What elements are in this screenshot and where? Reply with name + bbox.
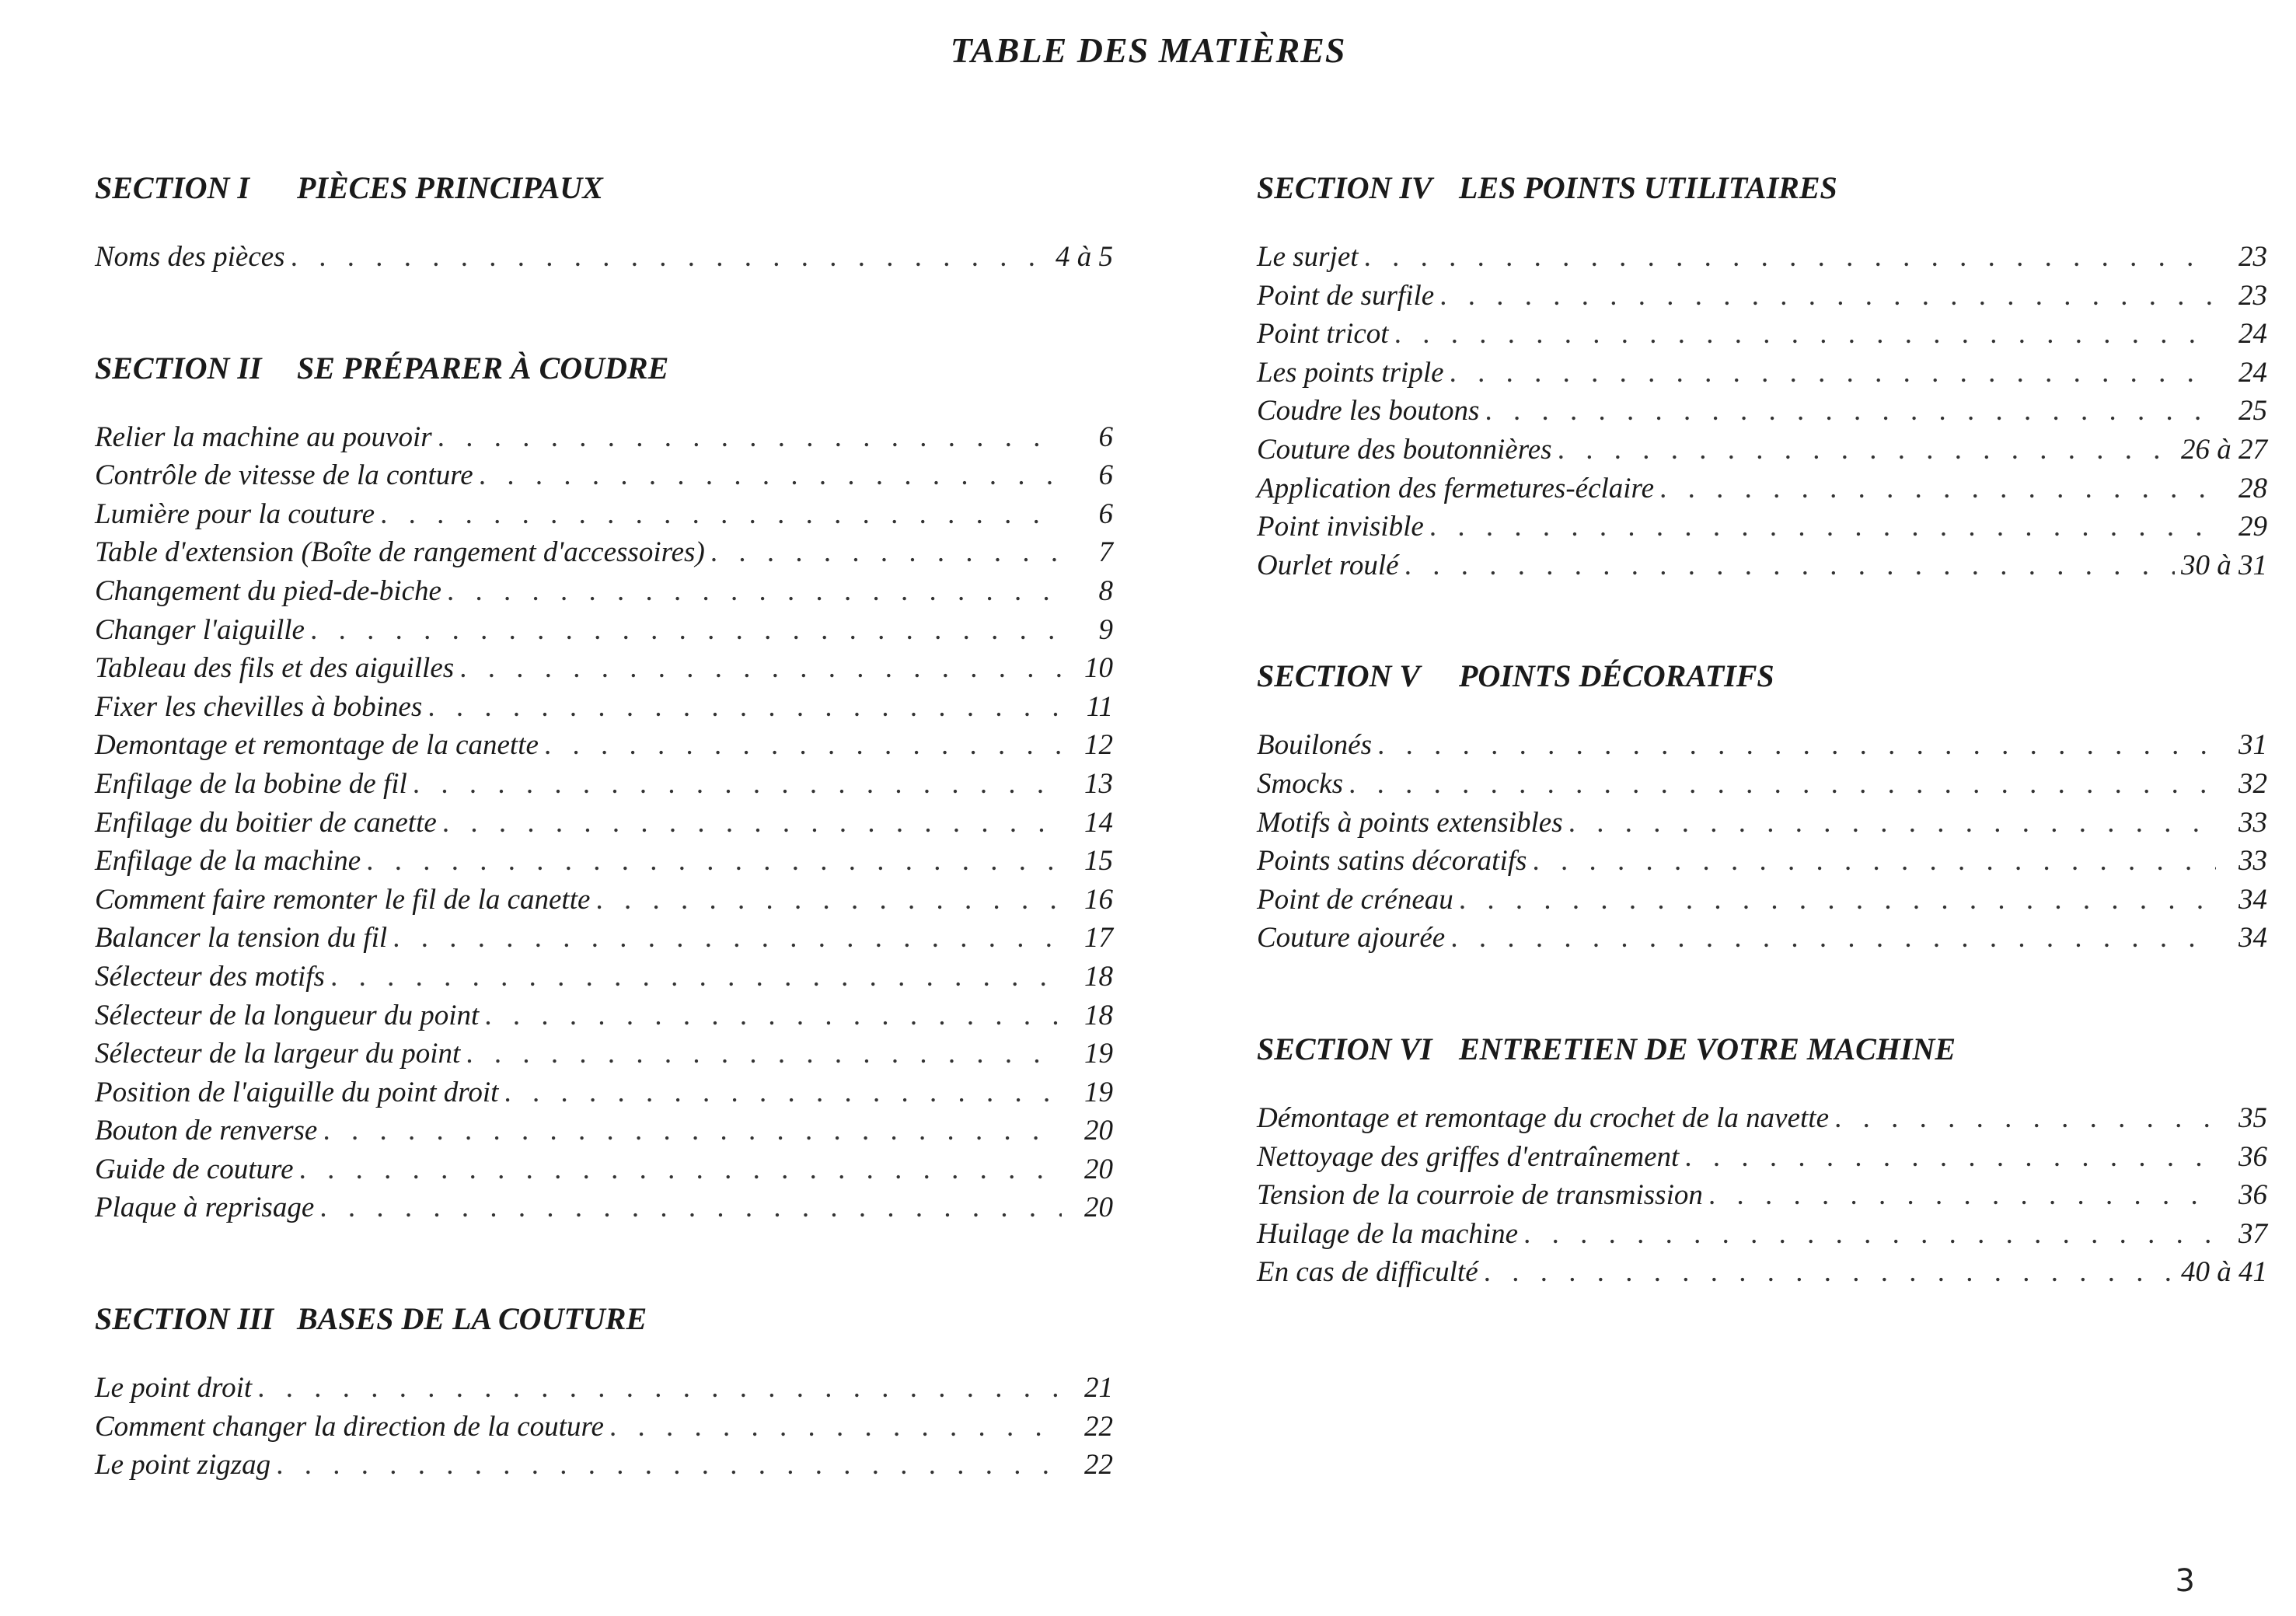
section-heading	[1257, 1026, 2267, 1073]
toc-entry	[95, 1369, 1113, 1408]
entry-page: 33	[2238, 845, 2267, 878]
section-name: ENTRETIEN DE VOTRE MACHINE	[1459, 1031, 1956, 1066]
entry-label: Plaque à reprisage	[95, 1192, 315, 1224]
toc-entry	[95, 1112, 1113, 1150]
dot-leader	[381, 495, 1062, 534]
entry-label: Couture des boutonnières	[1257, 433, 1552, 466]
toc-entry	[95, 1073, 1113, 1112]
toc-entry	[95, 611, 1113, 650]
entry-label: Les points triple	[1257, 356, 1444, 389]
section-name: SE PRÉPARER À COUDRE	[297, 350, 669, 386]
toc-entry	[1257, 765, 2267, 804]
toc-entry	[95, 649, 1113, 688]
entry-label: Couture ajourée	[1257, 922, 1446, 955]
dot-leader	[545, 726, 1062, 765]
entry-label: Comment changer la direction de la couture	[95, 1410, 604, 1443]
dot-leader	[1430, 508, 2216, 546]
entry-page: 37	[2238, 1217, 2267, 1250]
dot-leader	[331, 958, 1062, 996]
entry-page: 9	[1098, 613, 1113, 646]
entry-label: Application des fermetures-éclaire	[1257, 472, 1655, 504]
page-title: TABLE DES MATIÈRES	[950, 30, 1346, 70]
entry-label: Point de surfile	[1257, 279, 1435, 312]
dot-leader	[1395, 315, 2216, 354]
dot-leader	[1405, 546, 2175, 585]
entry-page: 6	[1098, 421, 1113, 453]
entry-page: 20	[1084, 1192, 1113, 1224]
section-number: SECTION II	[95, 350, 262, 386]
entry-page: 17	[1084, 922, 1113, 955]
dot-leader	[466, 1035, 1062, 1073]
section-heading	[1257, 653, 2267, 700]
dot-leader	[1709, 1176, 2216, 1215]
entry-page: 14	[1084, 806, 1113, 839]
entry-page: 31	[2238, 729, 2267, 762]
toc-entry	[95, 1035, 1113, 1073]
toc-entry	[95, 881, 1113, 920]
entry-page: 35	[2238, 1101, 2267, 1134]
entry-page: 28	[2238, 472, 2267, 504]
section-3	[95, 1296, 1113, 1485]
dot-leader	[711, 533, 1062, 572]
toc-entry	[1257, 1099, 2267, 1138]
section-name: POINTS DÉCORATIFS	[1459, 658, 1774, 694]
entry-label: Smocks	[1257, 767, 1343, 800]
entry-label: Nettoyage des griffes d'entraînement	[1257, 1140, 1680, 1173]
entry-label: Huilage de la machine	[1257, 1217, 1518, 1250]
entry-page: 21	[1084, 1372, 1113, 1405]
entry-label: Table d'extension (Boîte de rangement d'accessoires)	[95, 536, 705, 569]
entry-label: Comment faire remonter le fil de la canette	[95, 883, 591, 916]
dot-leader	[277, 1446, 1062, 1485]
entry-list	[1257, 238, 2267, 585]
entry-page: 18	[1084, 960, 1113, 993]
dot-leader	[504, 1073, 1062, 1112]
section-number: SECTION VI	[1257, 1031, 1432, 1066]
entry-label: Guide de couture	[95, 1153, 294, 1185]
dot-leader	[1660, 469, 2216, 508]
section-heading	[95, 165, 1113, 211]
entry-page: 22	[1084, 1410, 1113, 1443]
toc-entry	[1257, 315, 2267, 354]
dot-leader	[1533, 842, 2216, 881]
entry-label: Coudre les boutons	[1257, 395, 1480, 428]
entry-label: Tension de la courroie de transmission	[1257, 1179, 1703, 1212]
toc-entry	[95, 726, 1113, 765]
section-1	[95, 165, 1113, 277]
entry-list	[95, 418, 1113, 1227]
dot-leader	[291, 238, 1049, 277]
toc-entry	[1257, 508, 2267, 546]
entry-label: Contrôle de vitesse de la conture	[95, 459, 473, 492]
dot-leader	[1378, 726, 2216, 765]
entry-page: 7	[1098, 536, 1113, 569]
dot-leader	[480, 456, 1062, 495]
section-4	[1257, 165, 2267, 585]
toc-entry	[1257, 726, 2267, 765]
dot-leader	[323, 1112, 1062, 1150]
toc-entry	[95, 919, 1113, 958]
entry-label: Motifs à points extensibles	[1257, 806, 1563, 839]
dot-leader	[1485, 392, 2216, 431]
entry-label: Enfilage de la bobine de fil	[95, 767, 407, 800]
entry-page: 19	[1084, 1038, 1113, 1070]
toc-entry	[95, 418, 1113, 457]
entry-page: 16	[1084, 883, 1113, 916]
entry-page: 36	[2238, 1179, 2267, 1212]
dot-leader	[443, 804, 1062, 843]
entry-page: 20	[1084, 1153, 1113, 1185]
entry-label: Sélecteur des motifs	[95, 960, 325, 993]
entry-page: 4 à 5	[1056, 241, 1113, 273]
entry-label: Tableau des fils et des aiguilles	[95, 652, 455, 685]
entry-label: Sélecteur de la largeur du point	[95, 1038, 461, 1070]
entry-page: 24	[2238, 356, 2267, 389]
section-name: PIÈCES PRINCIPAUX	[297, 170, 603, 205]
section-number: SECTION III	[95, 1301, 274, 1337]
section-number: SECTION IV	[1257, 170, 1432, 205]
dot-leader	[413, 765, 1062, 804]
entry-label: Point tricot	[1257, 318, 1389, 351]
dot-leader	[596, 881, 1062, 920]
entry-page: 23	[2238, 241, 2267, 273]
entry-page: 29	[2238, 511, 2267, 543]
dot-leader	[1451, 919, 2216, 958]
toc-entry	[1257, 392, 2267, 431]
entry-page: 33	[2238, 806, 2267, 839]
section-5	[1257, 653, 2267, 958]
entry-page: 24	[2238, 318, 2267, 351]
toc-entry	[95, 765, 1113, 804]
entry-label: Points satins décoratifs	[1257, 845, 1527, 878]
entry-label: En cas de difficulté	[1257, 1256, 1478, 1289]
toc-entry	[1257, 469, 2267, 508]
toc-entry	[95, 996, 1113, 1035]
dot-leader	[1835, 1099, 2216, 1138]
toc-entry	[95, 533, 1113, 572]
section-heading	[1257, 165, 2267, 211]
dot-leader	[610, 1408, 1062, 1447]
entry-label: Bouilonés	[1257, 729, 1372, 762]
dot-leader	[393, 919, 1062, 958]
dot-leader	[311, 611, 1062, 650]
entry-list	[1257, 726, 2267, 958]
entry-page: 22	[1084, 1449, 1113, 1482]
dot-leader	[1558, 431, 2175, 469]
toc-entry	[95, 572, 1113, 611]
toc-entry	[1257, 842, 2267, 881]
entry-page: 32	[2238, 767, 2267, 800]
entry-label: Le surjet	[1257, 241, 1359, 273]
right-column	[1257, 165, 2267, 1292]
entry-page: 36	[2238, 1140, 2267, 1173]
entry-page: 34	[2238, 922, 2267, 955]
section-heading	[95, 345, 1113, 392]
toc-entry	[95, 1150, 1113, 1189]
toc-entry	[1257, 431, 2267, 469]
section-number: SECTION I	[95, 170, 249, 205]
dot-leader	[1440, 277, 2216, 316]
entry-page: 8	[1098, 574, 1113, 607]
dot-leader	[428, 688, 1062, 727]
entry-label: Lumière pour la couture	[95, 497, 375, 530]
entry-page: 34	[2238, 883, 2267, 916]
page-number: 3	[2175, 1563, 2195, 1599]
entry-label: Sélecteur de la longueur du point	[95, 999, 480, 1031]
toc-entry	[1257, 1253, 2267, 1292]
entry-page: 13	[1084, 767, 1113, 800]
dot-leader	[1450, 354, 2216, 393]
toc-entry	[95, 495, 1113, 534]
entry-label: Bouton de renverse	[95, 1115, 318, 1147]
dot-leader	[1485, 1253, 2175, 1292]
dot-leader	[1349, 765, 2216, 804]
toc-entry	[95, 688, 1113, 727]
dot-leader	[460, 649, 1062, 688]
entry-label: Fixer les chevilles à bobines	[95, 690, 423, 723]
dot-leader	[1569, 804, 2216, 843]
entry-page: 26 à 27	[2181, 433, 2267, 466]
entry-page: 11	[1086, 690, 1113, 723]
entry-list	[95, 238, 1113, 277]
entry-label: Point de créneau	[1257, 883, 1453, 916]
toc-entry	[1257, 919, 2267, 958]
section-name: LES POINTS UTILITAIRES	[1459, 170, 1837, 205]
toc-entry	[95, 804, 1113, 843]
dot-leader	[258, 1369, 1062, 1408]
entry-page: 25	[2238, 395, 2267, 428]
toc-entry	[1257, 1138, 2267, 1177]
entry-page: 15	[1084, 845, 1113, 878]
entry-list	[95, 1369, 1113, 1485]
section-heading	[95, 1296, 1113, 1342]
dot-leader	[1460, 881, 2216, 920]
toc-entry	[95, 842, 1113, 881]
toc-entry	[1257, 804, 2267, 843]
toc-entry	[95, 456, 1113, 495]
entry-label: Enfilage de la machine	[95, 845, 361, 878]
section-number: SECTION V	[1257, 658, 1421, 694]
toc-entry	[1257, 277, 2267, 316]
entry-label: Changer l'aiguille	[95, 613, 305, 646]
toc-entry	[1257, 546, 2267, 585]
dot-leader	[485, 996, 1062, 1035]
entry-label: Le point droit	[95, 1372, 253, 1405]
entry-label: Point invisible	[1257, 511, 1424, 543]
toc-entry	[95, 1408, 1113, 1447]
toc-entry	[1257, 1215, 2267, 1254]
entry-label: Noms des pièces	[95, 241, 285, 273]
entry-label: Relier la machine au pouvoir	[95, 421, 432, 453]
section-6	[1257, 1026, 2267, 1292]
entry-label: Ourlet roulé	[1257, 549, 1399, 581]
dot-leader	[320, 1188, 1062, 1227]
entry-page: 6	[1098, 497, 1113, 530]
entry-page: 6	[1098, 459, 1113, 492]
dot-leader	[367, 842, 1062, 881]
entry-label: Position de l'aiguille du point droit	[95, 1076, 499, 1108]
entry-page: 30 à 31	[2181, 549, 2267, 581]
dot-leader	[1365, 238, 2216, 277]
toc-entry	[1257, 881, 2267, 920]
entry-page: 12	[1084, 729, 1113, 762]
section-name: BASES DE LA COUTURE	[297, 1301, 647, 1337]
dot-leader	[1685, 1138, 2216, 1177]
dot-leader	[1524, 1215, 2216, 1254]
entry-label: Le point zigzag	[95, 1449, 271, 1482]
entry-list	[1257, 1099, 2267, 1292]
toc-entry	[95, 958, 1113, 996]
toc-entry	[95, 238, 1113, 277]
dot-leader	[300, 1150, 1063, 1189]
toc-entry	[1257, 1176, 2267, 1215]
entry-page: 20	[1084, 1115, 1113, 1147]
entry-page: 19	[1084, 1076, 1113, 1108]
entry-page: 10	[1084, 652, 1113, 685]
entry-label: Démontage et remontage du crochet de la navette	[1257, 1101, 1829, 1134]
section-2	[95, 345, 1113, 1227]
entry-page: 18	[1084, 999, 1113, 1031]
entry-page: 40 à 41	[2181, 1256, 2267, 1289]
toc-entry	[1257, 354, 2267, 393]
toc-entry	[95, 1446, 1113, 1485]
entry-label: Demontage et remontage de la canette	[95, 729, 539, 762]
left-column	[95, 165, 1113, 1485]
toc-entry	[95, 1188, 1113, 1227]
toc-entry	[1257, 238, 2267, 277]
entry-page: 23	[2238, 279, 2267, 312]
entry-label: Enfilage du boitier de canette	[95, 806, 437, 839]
entry-label: Balancer la tension du fil	[95, 922, 388, 955]
dot-leader	[438, 418, 1062, 457]
entry-label: Changement du pied-de-biche	[95, 574, 441, 607]
dot-leader	[448, 572, 1062, 611]
